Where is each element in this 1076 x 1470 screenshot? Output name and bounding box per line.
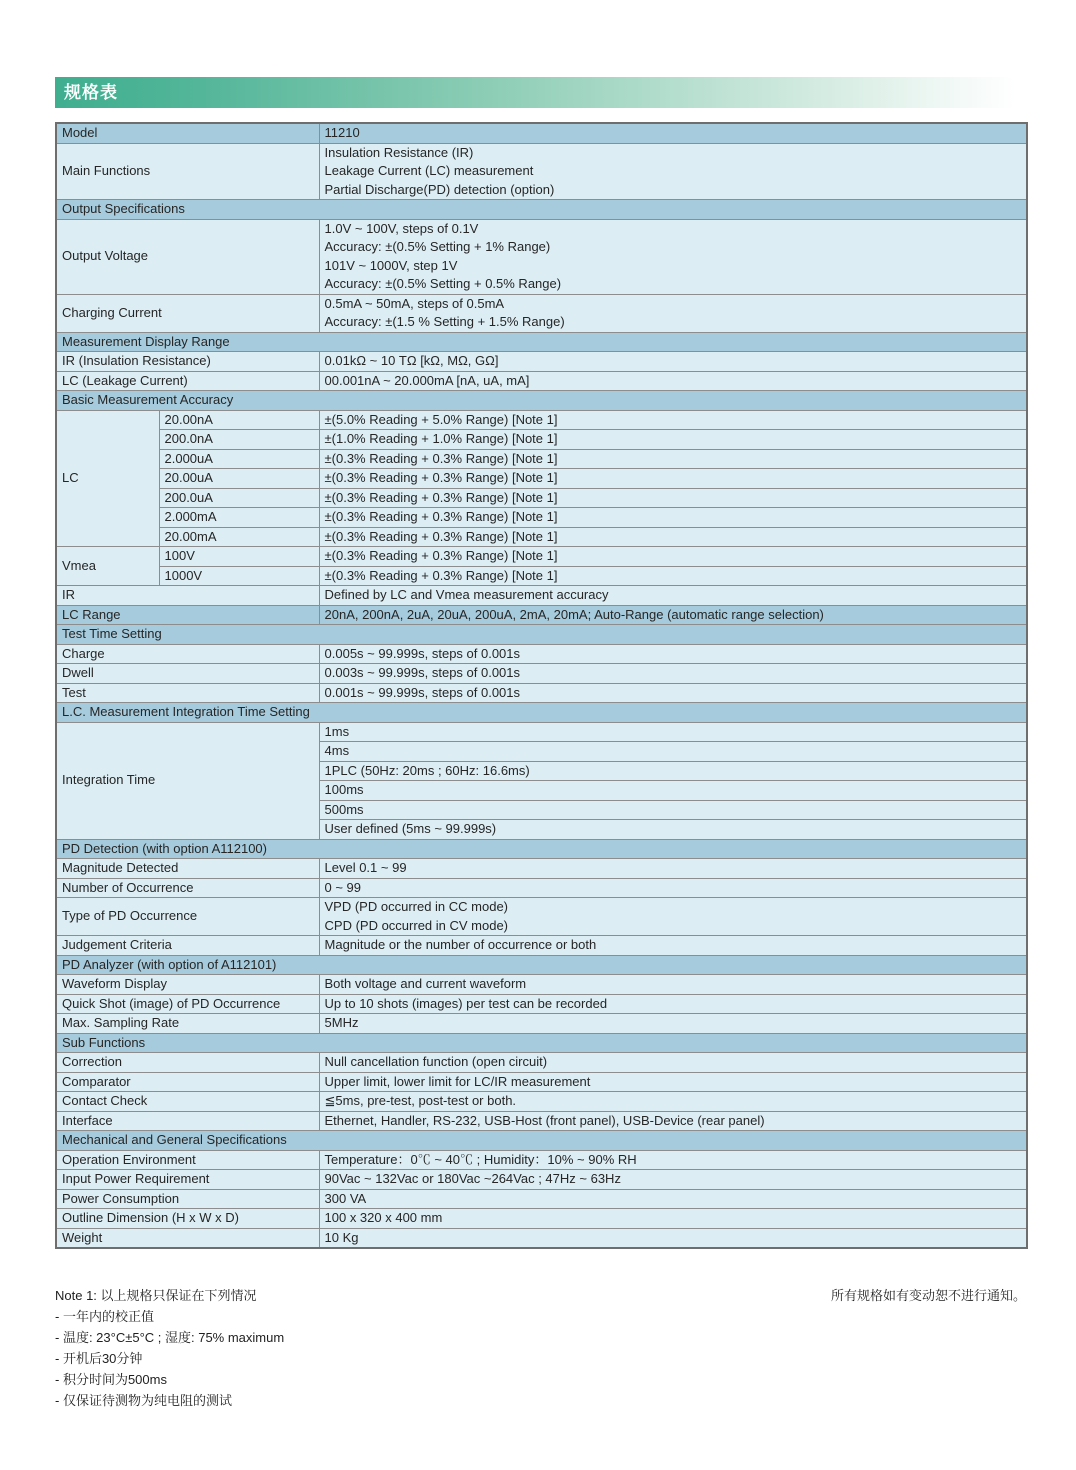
row-value: 00.001nA ~ 20.000mA [nA, uA, mA] (319, 371, 1027, 391)
section-label: PD Analyzer (with option of A112101) (56, 955, 1027, 975)
range-cell: 1000V (159, 566, 319, 586)
value-line: Accuracy: ±(1.5 % Setting + 1.5% Range) (324, 314, 565, 329)
row-value: 0 ~ 99 (319, 878, 1027, 898)
table-row (56, 1111, 1027, 1131)
table-row (56, 1092, 1027, 1112)
row-value: Temperature：0℃ ~ 40℃ ; Humidity：10% ~ 90% RH (319, 1150, 1027, 1170)
row-value: 10 Kg (319, 1228, 1027, 1248)
accuracy-cell: ±(0.3% Reading + 0.3% Range) [Note 1] (319, 508, 1027, 528)
row-value: 0.001s ~ 99.999s, steps of 0.001s (319, 683, 1027, 703)
row-value: Upper limit, lower limit for LC/IR measurement (319, 1072, 1027, 1092)
list-value: 1PLC (50Hz: 20ms ; 60Hz: 16.6ms) (319, 761, 1027, 781)
section-row (56, 703, 1027, 723)
section-row (56, 391, 1027, 411)
list-value: 4ms (319, 742, 1027, 762)
table-row (56, 123, 1027, 143)
section-label: Test Time Setting (56, 625, 1027, 645)
row-value: 100 x 320 x 400 mm (319, 1209, 1027, 1229)
row-label: Max. Sampling Rate (56, 1014, 319, 1034)
row-value (319, 898, 1027, 936)
accuracy-cell: ±(0.3% Reading + 0.3% Range) [Note 1] (319, 527, 1027, 547)
table-row (56, 605, 1027, 625)
row-label: Test (56, 683, 319, 703)
spec-table-body (56, 123, 1027, 1248)
table-row (56, 1228, 1027, 1248)
row-label: Main Functions (56, 143, 319, 200)
section-row (56, 839, 1027, 859)
table-row (56, 878, 1027, 898)
row-label: Correction (56, 1053, 319, 1073)
list-value: 500ms (319, 800, 1027, 820)
table-row (56, 143, 1027, 200)
row-label: IR (56, 586, 319, 606)
list-label: Integration Time (56, 722, 319, 839)
row-label: Input Power Requirement (56, 1170, 319, 1190)
list-value: 100ms (319, 781, 1027, 801)
section-row (56, 955, 1027, 975)
row-label: Type of PD Occurrence (56, 898, 319, 936)
range-cell: 20.00uA (159, 469, 319, 489)
range-cell: 2.000uA (159, 449, 319, 469)
accuracy-cell: ±(0.3% Reading + 0.3% Range) [Note 1] (319, 547, 1027, 567)
table-row (56, 352, 1027, 372)
change-without-notice-note: 所有规格如有变动恕不进行通知。 (830, 1288, 1026, 1303)
table-row (56, 1053, 1027, 1073)
value-line: 1.0V ~ 100V, steps of 0.1V (324, 220, 479, 236)
group-row (56, 566, 1027, 586)
value-line: CPD (PD occurred in CV mode) (324, 917, 509, 933)
row-label: Number of Occurrence (56, 878, 319, 898)
list-row (56, 722, 1027, 742)
row-value: 90Vac ~ 132Vac or 180Vac ~264Vac ; 47Hz ~ 63Hz (319, 1170, 1027, 1190)
table-row (56, 219, 1027, 294)
section-label: Output Specifications (56, 200, 1027, 220)
group-row (56, 449, 1027, 469)
table-row (56, 898, 1027, 936)
row-label: Weight (56, 1228, 319, 1248)
row-value: 5MHz (319, 1014, 1027, 1034)
table-row (56, 1150, 1027, 1170)
table-row (56, 371, 1027, 391)
value-line: Insulation Resistance (IR) (324, 144, 474, 160)
table-row (56, 294, 1027, 332)
note-line: - 积分时间为500ms (55, 1372, 167, 1387)
table-row (56, 1014, 1027, 1034)
page-title: 规格表 (55, 77, 1045, 108)
range-cell: 20.00nA (159, 410, 319, 430)
row-value (319, 143, 1027, 200)
range-cell: 2.000mA (159, 508, 319, 528)
row-label: Charge (56, 644, 319, 664)
row-label: Magnitude Detected (56, 859, 319, 879)
section-row (56, 625, 1027, 645)
accuracy-cell: ±(0.3% Reading + 0.3% Range) [Note 1] (319, 488, 1027, 508)
group-row (56, 488, 1027, 508)
section-row (56, 332, 1027, 352)
section-label: Sub Functions (56, 1033, 1027, 1053)
row-value: Null cancellation function (open circuit) (319, 1053, 1027, 1073)
row-label: IR (Insulation Resistance) (56, 352, 319, 372)
row-value: 300 VA (319, 1189, 1027, 1209)
row-value: Level 0.1 ~ 99 (319, 859, 1027, 879)
section-label: PD Detection (with option A112100) (56, 839, 1027, 859)
row-label: Power Consumption (56, 1189, 319, 1209)
note-line: - 一年内的校正值 (55, 1309, 154, 1324)
row-label: LC Range (56, 605, 319, 625)
row-value: 11210 (319, 123, 1027, 143)
section-row (56, 1033, 1027, 1053)
list-value: 1ms (319, 722, 1027, 742)
accuracy-cell: ±(0.3% Reading + 0.3% Range) [Note 1] (319, 566, 1027, 586)
row-value: ≦5ms, pre-test, post-test or both. (319, 1092, 1027, 1112)
range-cell: 100V (159, 547, 319, 567)
section-row (56, 200, 1027, 220)
row-value: 0.005s ~ 99.999s, steps of 0.001s (319, 644, 1027, 664)
row-value: Defined by LC and Vmea measurement accuracy (319, 586, 1027, 606)
accuracy-cell: ±(5.0% Reading + 5.0% Range) [Note 1] (319, 410, 1027, 430)
table-row (56, 1209, 1027, 1229)
row-label: Operation Environment (56, 1150, 319, 1170)
table-row (56, 683, 1027, 703)
note-items (55, 1306, 1026, 1411)
table-row (56, 994, 1027, 1014)
row-value: Up to 10 shots (images) per test can be recorded (319, 994, 1027, 1014)
accuracy-cell: ±(0.3% Reading + 0.3% Range) [Note 1] (319, 469, 1027, 489)
notes-block (55, 1285, 1026, 1411)
value-line: Accuracy: ±(0.5% Setting + 0.5% Range) (324, 276, 562, 291)
group-row (56, 527, 1027, 547)
row-value: Both voltage and current waveform (319, 975, 1027, 995)
section-label: Mechanical and General Specifications (56, 1131, 1027, 1151)
section-row (56, 1131, 1027, 1151)
group-row (56, 469, 1027, 489)
row-label: LC (Leakage Current) (56, 371, 319, 391)
value-line: Partial Discharge(PD) detection (option) (324, 181, 555, 197)
note1-label: Note 1: 以上规格只保证在下列情况 (55, 1288, 257, 1303)
group-row (56, 430, 1027, 450)
note-line: - 仅保证待测物为纯电阻的测试 (55, 1393, 232, 1408)
row-label: Charging Current (56, 294, 319, 332)
row-label: Model (56, 123, 319, 143)
table-row (56, 1189, 1027, 1209)
row-label: Quick Shot (image) of PD Occurrence (56, 994, 319, 1014)
row-value: 0.01kΩ ~ 10 TΩ [kΩ, MΩ, GΩ] (319, 352, 1027, 372)
row-label: Output Voltage (56, 219, 319, 294)
value-line: Accuracy: ±(0.5% Setting + 1% Range) (324, 239, 551, 254)
table-row (56, 936, 1027, 956)
value-line: 101V ~ 1000V, step 1V (324, 257, 458, 273)
section-label: L.C. Measurement Integration Time Setting (56, 703, 1027, 723)
table-row (56, 975, 1027, 995)
table-row (56, 586, 1027, 606)
value-line: Leakage Current (LC) measurement (324, 163, 534, 178)
table-row (56, 664, 1027, 684)
row-label: Dwell (56, 664, 319, 684)
row-label: Comparator (56, 1072, 319, 1092)
section-label: Measurement Display Range (56, 332, 1027, 352)
row-label: Interface (56, 1111, 319, 1131)
list-value: User defined (5ms ~ 99.999s) (319, 820, 1027, 840)
spec-table (55, 122, 1028, 1249)
row-value (319, 294, 1027, 332)
table-row (56, 1170, 1027, 1190)
range-cell: 200.0nA (159, 430, 319, 450)
row-label: Waveform Display (56, 975, 319, 995)
table-row (56, 1072, 1027, 1092)
row-label: Judgement Criteria (56, 936, 319, 956)
row-label: Outline Dimension (H x W x D) (56, 1209, 319, 1229)
table-row (56, 859, 1027, 879)
group-row (56, 547, 1027, 567)
group-row (56, 508, 1027, 528)
row-value: Ethernet, Handler, RS-232, USB-Host (front panel), USB-Device (rear panel) (319, 1111, 1027, 1131)
row-value: Magnitude or the number of occurrence or both (319, 936, 1027, 956)
note-line: - 温度: 23°C±5°C ; 湿度: 75% maximum (55, 1330, 285, 1345)
note-line: - 开机后30分钟 (55, 1351, 143, 1366)
range-cell: 20.00mA (159, 527, 319, 547)
row-value: 0.003s ~ 99.999s, steps of 0.001s (319, 664, 1027, 684)
table-row (56, 644, 1027, 664)
group-label: LC (56, 410, 159, 547)
row-label: Contact Check (56, 1092, 319, 1112)
value-line: VPD (PD occurred in CC mode) (324, 899, 509, 914)
accuracy-cell: ±(1.0% Reading + 1.0% Range) [Note 1] (319, 430, 1027, 450)
row-value (319, 219, 1027, 294)
row-value: 20nA, 200nA, 2uA, 20uA, 200uA, 2mA, 20mA; Auto-Range (automatic range selection) (319, 605, 1027, 625)
accuracy-cell: ±(0.3% Reading + 0.3% Range) [Note 1] (319, 449, 1027, 469)
value-line: 0.5mA ~ 50mA, steps of 0.5mA (324, 295, 505, 311)
section-label: Basic Measurement Accuracy (56, 391, 1027, 411)
range-cell: 200.0uA (159, 488, 319, 508)
group-row (56, 410, 1027, 430)
group-label: Vmea (56, 547, 159, 586)
